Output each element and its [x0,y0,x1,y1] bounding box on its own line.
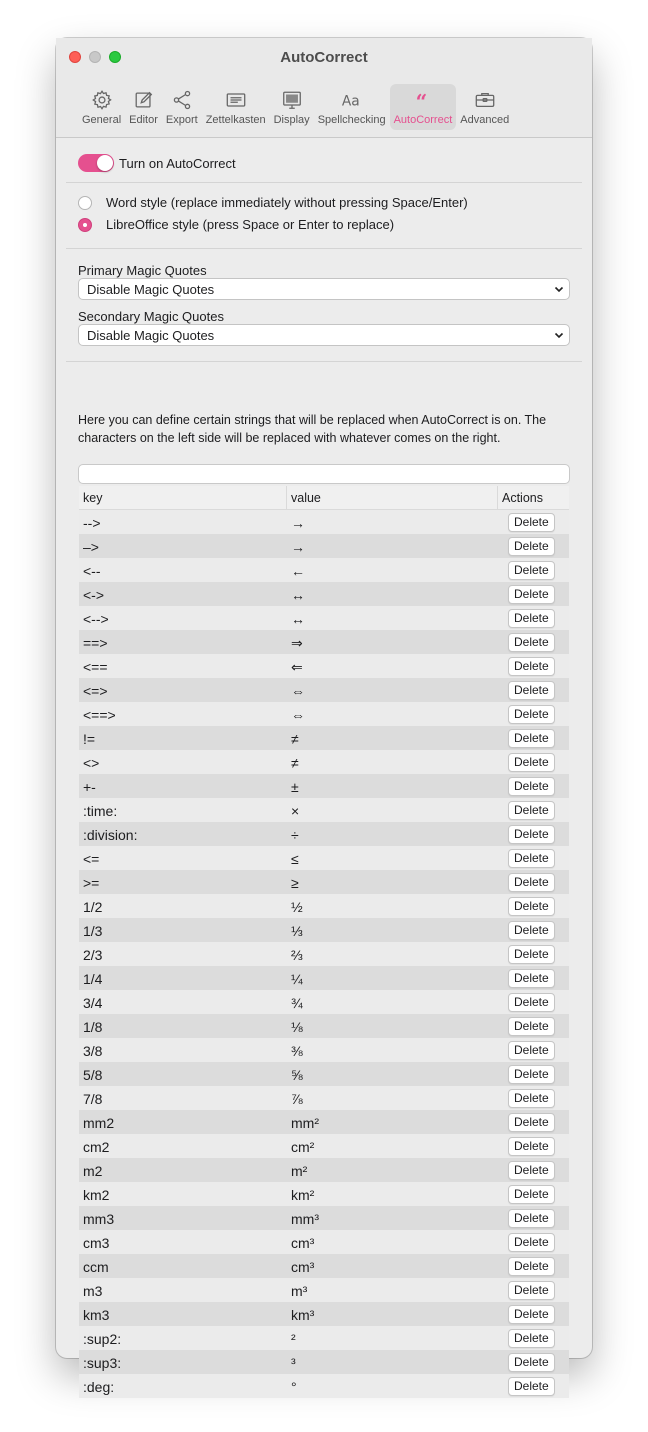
row-actions [498,534,569,558]
delete-button[interactable]: Delete [508,753,555,772]
table-row[interactable] [79,846,569,870]
delete-button[interactable]: Delete [508,1281,555,1300]
row-key: >= [83,875,100,891]
row-value: ⅞ [291,1091,303,1107]
row-key: 1/8 [83,1019,103,1035]
delete-button[interactable]: Delete [508,969,555,988]
row-key: <-- [83,563,101,579]
primary-quotes-select[interactable] [78,278,570,300]
table-header [79,486,569,510]
toggle-knob [97,155,113,171]
row-actions [498,510,569,534]
delete-button[interactable]: Delete [508,729,555,748]
tab-export[interactable] [162,84,202,130]
table-row[interactable] [79,1326,569,1350]
chevron-down-icon [553,283,565,295]
row-key: 2/3 [83,947,103,963]
delete-button[interactable]: Delete [508,1353,555,1372]
table-row[interactable] [79,798,569,822]
table-row[interactable] [79,606,569,630]
table-row[interactable] [79,918,569,942]
table-row[interactable] [79,1062,569,1086]
row-key: <=> [83,683,108,699]
divider [66,248,582,249]
delete-button[interactable]: Delete [508,1305,555,1324]
row-value: × [291,803,300,819]
row-actions [498,606,569,630]
row-actions [498,1206,569,1230]
column-header-actions: Actions [502,491,543,505]
row-actions [498,1302,569,1326]
row-key: :sup3: [83,1355,122,1371]
row-actions [498,966,569,990]
delete-button[interactable]: Delete [508,705,555,724]
delete-button[interactable]: Delete [508,585,555,604]
row-actions [498,726,569,750]
delete-button[interactable]: Delete [508,897,555,916]
row-key: 5/8 [83,1067,103,1083]
table-row[interactable] [79,750,569,774]
table-row[interactable] [79,1134,569,1158]
table-row[interactable] [79,1038,569,1062]
row-value: ← [291,563,305,579]
row-key: ==> [83,635,108,651]
table-row[interactable] [79,1230,569,1254]
row-actions [498,990,569,1014]
row-actions [498,678,569,702]
row-key: <-> [83,587,105,603]
table-row[interactable] [79,1110,569,1134]
word-style-radio[interactable] [78,196,92,210]
row-actions [498,774,569,798]
gear-icon [91,89,113,111]
row-actions [498,894,569,918]
toolbox-icon [474,89,496,111]
divider [66,361,582,362]
filter-input[interactable] [78,464,570,484]
row-key: km3 [83,1307,110,1323]
row-value: ⇔ [291,707,305,723]
table-row[interactable] [79,630,569,654]
row-key: mm2 [83,1115,115,1131]
delete-button[interactable]: Delete [508,777,555,796]
primary-quotes-value: Disable Magic Quotes [87,282,215,297]
row-actions [498,822,569,846]
row-value: ⅛ [291,1019,303,1035]
secondary-quotes-label: Secondary Magic Quotes [78,309,224,324]
tab-advanced-label: Advanced [460,114,510,126]
row-key: 3/8 [83,1043,103,1059]
row-key: cm3 [83,1235,110,1251]
row-value: ≥ [291,875,299,891]
delete-button[interactable]: Delete [508,1233,555,1252]
table-row[interactable] [79,1086,569,1110]
row-actions [498,870,569,894]
delete-button[interactable]: Delete [508,513,555,532]
row-value: km² [291,1187,315,1203]
svg-text:Aa: Aa [341,93,360,110]
preferences-window [56,38,592,1395]
delete-button[interactable]: Delete [508,537,555,556]
row-actions [498,846,569,870]
table-row[interactable] [79,1278,569,1302]
row-actions [498,702,569,726]
row-value: → [291,515,305,531]
delete-button[interactable]: Delete [508,801,555,820]
delete-button[interactable]: Delete [508,561,555,580]
row-value: ½ [291,899,303,915]
row-value: m² [291,1163,308,1179]
svg-text:“: “ [415,90,428,115]
table-row[interactable] [79,654,569,678]
word-style-option[interactable] [78,195,468,210]
row-value: ≠ [291,731,299,747]
row-key: –> [83,539,99,555]
row-key: :time: [83,803,118,819]
divider [66,182,582,183]
table-row[interactable] [79,966,569,990]
tab-zettelkasten[interactable] [202,84,270,130]
table-row[interactable] [79,870,569,894]
tab-display[interactable] [270,84,314,130]
row-key: :division: [83,827,138,843]
row-value: mm² [291,1115,319,1131]
share-icon [171,89,193,111]
row-value: ⇒ [291,635,303,651]
tab-spellchecking-label: Spellchecking [317,114,386,126]
delete-button[interactable]: Delete [508,609,555,628]
delete-button[interactable]: Delete [508,1377,555,1396]
chevron-down-icon [553,329,565,341]
libreoffice-style-option[interactable] [78,217,394,232]
delete-button[interactable]: Delete [508,1017,555,1036]
delete-button[interactable]: Delete [508,1257,555,1276]
autocorrect-toggle[interactable] [78,154,114,172]
tab-zettelkasten-label: Zettelkasten [205,114,266,126]
row-value: ² [291,1331,296,1347]
row-key: ccm [83,1259,109,1275]
row-key: 1/2 [83,899,103,915]
table-row[interactable] [79,1374,569,1398]
primary-quotes-label: Primary Magic Quotes [78,263,207,278]
row-value: ° [291,1379,297,1395]
tab-general[interactable] [78,84,125,130]
autocorrect-toggle-row [78,154,236,172]
row-value: ⅔ [291,947,303,963]
table-row[interactable] [79,1206,569,1230]
row-value: ¾ [291,995,303,1011]
row-value: → [291,539,305,555]
table-row[interactable] [79,990,569,1014]
delete-button[interactable]: Delete [508,1329,555,1348]
delete-button[interactable]: Delete [508,945,555,964]
row-key: <== [83,659,108,675]
tab-general-label: General [82,114,122,126]
row-actions [498,1134,569,1158]
row-actions [498,654,569,678]
table-row[interactable] [79,1014,569,1038]
tab-spellchecking[interactable] [314,84,390,130]
row-key: km2 [83,1187,110,1203]
row-key: 3/4 [83,995,103,1011]
row-key: 7/8 [83,1091,103,1107]
row-key: <==> [83,707,116,723]
row-actions [498,558,569,582]
edit-icon [133,89,155,111]
delete-button[interactable]: Delete [508,1209,555,1228]
delete-button[interactable]: Delete [508,1113,555,1132]
row-actions [498,1374,569,1398]
row-value: ⇔ [291,683,305,699]
delete-button[interactable]: Delete [508,825,555,844]
row-key: <> [83,755,100,771]
libreoffice-style-radio[interactable] [78,218,92,232]
row-key: :deg: [83,1379,115,1395]
table-row[interactable] [79,678,569,702]
autocorrect-toggle-label: Turn on AutoCorrect [119,155,236,171]
delete-button[interactable]: Delete [508,993,555,1012]
tab-export-label: Export [165,114,198,126]
delete-button[interactable]: Delete [508,921,555,940]
table-row[interactable] [79,1158,569,1182]
row-value: cm³ [291,1259,315,1275]
row-value: cm³ [291,1235,315,1251]
row-value: ≠ [291,755,299,771]
tab-autocorrect-label: AutoCorrect [393,114,453,126]
tab-editor[interactable] [125,84,162,130]
row-value: ³ [291,1355,296,1371]
table-row[interactable] [79,558,569,582]
table-row[interactable] [79,942,569,966]
zettelkasten-icon [225,89,247,111]
table-row[interactable] [79,534,569,558]
table-row[interactable] [79,1254,569,1278]
row-actions [498,1086,569,1110]
autocorrect-table [79,486,569,1398]
row-value: ¼ [291,971,303,987]
tab-editor-label: Editor [129,114,158,126]
row-key: <--> [83,611,109,627]
table-row[interactable] [79,582,569,606]
libreoffice-style-label: LibreOffice style (press Space or Enter to replace) [106,217,395,232]
row-actions [498,750,569,774]
row-actions [498,1158,569,1182]
title-bar [56,38,592,138]
secondary-quotes-value: Disable Magic Quotes [87,328,215,343]
autocorrect-description: Here you can define certain strings that will be replaced when AutoCorrect is on. The characters on the left side will be replaced with whatever comes on the right. [78,413,547,445]
table-body [79,510,569,1398]
row-value: ⅓ [291,923,303,939]
word-style-label: Word style (replace immediately without pressing Space/Enter) [106,195,468,210]
row-value: km³ [291,1307,315,1323]
row-key: cm2 [83,1139,110,1155]
column-header-value[interactable]: value [287,486,498,509]
row-value: ⅝ [291,1067,303,1083]
row-key: --> [83,515,101,531]
row-key: mm3 [83,1211,115,1227]
delete-button[interactable]: Delete [508,1041,555,1060]
row-key: :sup2: [83,1331,122,1347]
row-key: 1/3 [83,923,103,939]
table-row[interactable] [79,894,569,918]
autocorrect-panel [66,138,582,1395]
table-row[interactable] [79,822,569,846]
delete-button[interactable]: Delete [508,1185,555,1204]
row-actions [498,918,569,942]
row-actions [498,798,569,822]
window-title: AutoCorrect [280,49,368,66]
row-actions [498,1062,569,1086]
row-actions [498,1182,569,1206]
delete-button[interactable]: Delete [508,1065,555,1084]
table-row[interactable] [79,510,569,534]
row-value: ≤ [291,851,299,867]
secondary-quotes-select[interactable] [78,324,570,346]
table-row[interactable] [79,1350,569,1374]
row-actions [498,1278,569,1302]
row-actions [498,942,569,966]
row-key: m2 [83,1163,103,1179]
row-value: ⇐ [291,659,303,675]
row-actions [498,582,569,606]
row-actions [498,630,569,654]
row-value: ↔ [291,611,305,627]
display-icon [281,89,303,111]
preferences-toolbar [78,84,513,130]
spellcheck-icon [341,89,363,111]
table-row[interactable] [79,1182,569,1206]
row-value: m³ [291,1283,308,1299]
quote-icon [412,89,434,115]
row-actions [498,1014,569,1038]
row-actions [498,1350,569,1374]
row-actions [498,1038,569,1062]
row-value: mm³ [291,1211,319,1227]
row-value: ⅜ [291,1043,303,1059]
tab-autocorrect[interactable] [390,84,457,130]
delete-button[interactable]: Delete [508,1161,555,1180]
table-row[interactable] [79,702,569,726]
delete-button[interactable]: Delete [508,633,555,652]
row-actions [498,1254,569,1278]
row-key: +- [83,779,96,795]
delete-button[interactable]: Delete [508,1137,555,1156]
row-actions [498,1326,569,1350]
delete-button[interactable]: Delete [508,1089,555,1108]
row-value: ± [291,779,299,795]
tab-display-label: Display [273,114,310,126]
row-key: != [83,731,96,747]
delete-button[interactable]: Delete [508,657,555,676]
table-row[interactable] [79,1302,569,1326]
delete-button[interactable]: Delete [508,681,555,700]
table-row[interactable] [79,726,569,750]
row-value: ↔ [291,587,305,603]
row-value: cm² [291,1139,315,1155]
row-actions [498,1230,569,1254]
row-key: 1/4 [83,971,103,987]
row-key: m3 [83,1283,103,1299]
row-value: ÷ [291,827,299,843]
table-row[interactable] [79,774,569,798]
delete-button[interactable]: Delete [508,873,555,892]
row-key: <= [83,851,100,867]
column-header-key[interactable]: key [79,486,287,509]
delete-button[interactable]: Delete [508,849,555,868]
row-actions [498,1110,569,1134]
tab-advanced[interactable] [456,84,513,130]
